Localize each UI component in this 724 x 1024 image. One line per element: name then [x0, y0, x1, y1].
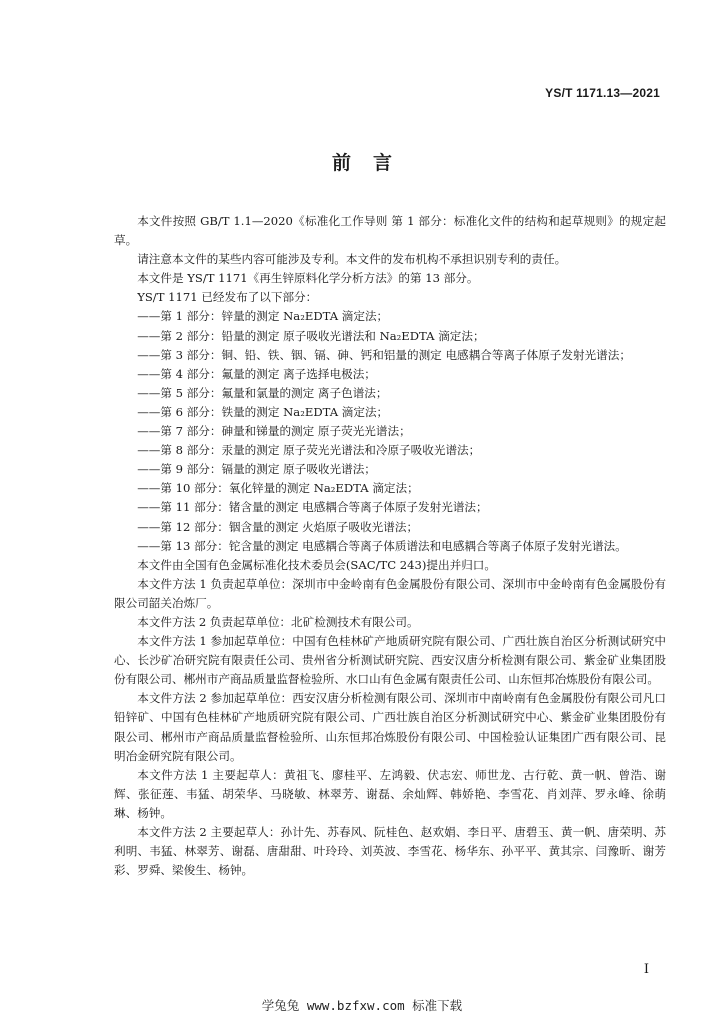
list-item [114, 498, 666, 517]
list-item-text: 第 3 部分：铜、铅、铁、铟、镉、砷、钙和铝量的测定 电感耦合等离子体原子发射光谱法； [160, 347, 631, 362]
list-item-text: 第 7 部分：砷量和锑量的测定 原子荧光光谱法； [160, 424, 411, 439]
list-dash: —— [137, 385, 161, 400]
list-dash: —— [137, 366, 161, 381]
list-item-text: 第 11 部分：锗含量的测定 电感耦合等离子体原子发射光谱法； [160, 500, 488, 515]
list-dash: —— [137, 443, 161, 458]
list-dash: —— [137, 424, 161, 439]
list-item [114, 518, 666, 537]
list-dash: —— [137, 347, 161, 362]
list-dash: —— [137, 404, 161, 419]
intro-paragraph-3: 本文件是 YS/T 1171《再生锌原料化学分析方法》的第 13 部分。 [137, 271, 479, 286]
method2-participating-units: 本文件方法 2 参加起草单位：西安汉唐分析检测有限公司、深圳市中南岭南有色金属股份有限公司凡口铅锌矿、中国有色桂林矿产地质研究院有限公司、广西壮族自治区分析测试研究中心、紫金矿业集团股份有限公司、郴州市产商品质量监督检验所、山东恒邦冶炼股份有限公司、中国检验认证集团广西有限公司、昆明冶金研究院有限公司。 [114, 691, 666, 763]
method2-lead-units: 本文件方法 2 负责起草单位：北矿检测技术有限公司。 [137, 614, 419, 629]
list-item-text: 第 1 部分：锌量的测定 Na₂EDTA 滴定法； [160, 309, 389, 324]
list-item-text: 第 8 部分：汞量的测定 原子荧光光谱法和冷原子吸收光谱法； [160, 443, 481, 458]
list-item-text: 第 9 部分：镉量的测定 原子吸收光谱法； [160, 462, 376, 477]
intro-paragraph-1: 本文件按照 GB/T 1.1—2020《标准化工作导则 第 1 部分：标准化文件的结构和起草规则》的规定起草。 [114, 214, 666, 248]
list-item [114, 327, 666, 346]
committee-paragraph: 本文件由全国有色金属标准化技术委员会(SAC/TC 243)提出并归口。 [137, 557, 496, 572]
list-item [114, 384, 666, 403]
footer-watermark: 学兔兔 www.bzfxw.com 标准下载 [261, 998, 463, 1013]
list-item [114, 441, 666, 460]
list-item [114, 365, 666, 384]
list-item-text: 第 5 部分：氟量和氯量的测定 离子色谱法； [160, 385, 388, 400]
list-item-text: 第 12 部分：铟含量的测定 火焰原子吸收光谱法； [160, 519, 419, 534]
list-dash: —— [137, 538, 161, 553]
method1-participating-units: 本文件方法 1 参加起草单位：中国有色桂林矿产地质研究院有限公司、广西壮族自治区分析测试研究中心、长沙矿冶研究院有限责任公司、贵州省分析测试研究院、西安汉唐分析检测有限公司、紫金矿业集团股份有限公司、郴州市产商品质量监督检验所、水口山有色金属有限责任公司、山东恒邦冶炼股份有限公司。 [114, 634, 666, 687]
list-item [114, 479, 666, 498]
list-dash: —— [137, 500, 161, 515]
list-item [114, 422, 666, 441]
page-number: I [643, 962, 649, 977]
list-item-text: 第 10 部分：氧化锌量的测定 Na₂EDTA 滴定法； [160, 481, 419, 496]
standard-number: YS/T 1171.13—2021 [545, 86, 660, 100]
list-item [114, 346, 666, 365]
list-item-text: 第 2 部分：铅量的测定 原子吸收光谱法和 Na₂EDTA 滴定法； [160, 328, 485, 343]
list-dash: —— [137, 519, 161, 534]
method2-drafters: 本文件方法 2 主要起草人：孙计先、苏春风、阮桂色、赵欢娟、李日平、唐碧玉、黄一帆、唐荣明、苏利明、韦猛、林翠芳、谢磊、唐甜甜、叶玲玲、刘英波、李雪花、杨华东、孙平平、黄其宗、闫豫昕、谢芳彩、罗舜、梁俊生、杨钟。 [114, 825, 666, 878]
list-item-text: 第 13 部分：铊含量的测定 电感耦合等离子体质谱法和电感耦合等离子体原子发射光谱法。 [160, 538, 627, 553]
list-dash: —— [137, 328, 161, 343]
list-item-text: 第 6 部分：铁量的测定 Na₂EDTA 滴定法； [160, 404, 389, 419]
document-body [114, 212, 666, 880]
list-dash: —— [137, 462, 161, 477]
method1-lead-units: 本文件方法 1 负责起草单位：深圳市中金岭南有色金属股份有限公司、深圳市中金岭南有色金属股份有限公司韶关冶炼厂。 [114, 576, 666, 610]
list-item-text: 第 4 部分：氟量的测定 离子选择电极法； [160, 366, 376, 381]
method1-drafters: 本文件方法 1 主要起草人：黄祖飞、廖桂平、左鸿毅、伏志宏、师世龙、古行乾、黄一帆、曾浩、谢辉、张征莲、韦猛、胡荣华、马晓敏、林翠芳、谢磊、余灿辉、韩娇艳、李雪花、肖刘萍、罗永峰、徐萌琳、杨钟。 [114, 767, 666, 820]
list-dash: —— [137, 481, 161, 496]
list-item [114, 460, 666, 479]
parts-list [114, 307, 666, 555]
list-item [114, 403, 666, 422]
list-item [114, 307, 666, 326]
page-title: 前言 [331, 152, 414, 174]
list-dash: —— [137, 309, 161, 324]
intro-paragraph-2: 请注意本文件的某些内容可能涉及专利。本文件的发布机构不承担识别专利的责任。 [137, 252, 567, 267]
intro-paragraph-4: YS/T 1171 已经发布了以下部分： [137, 290, 318, 305]
list-item [114, 537, 666, 556]
